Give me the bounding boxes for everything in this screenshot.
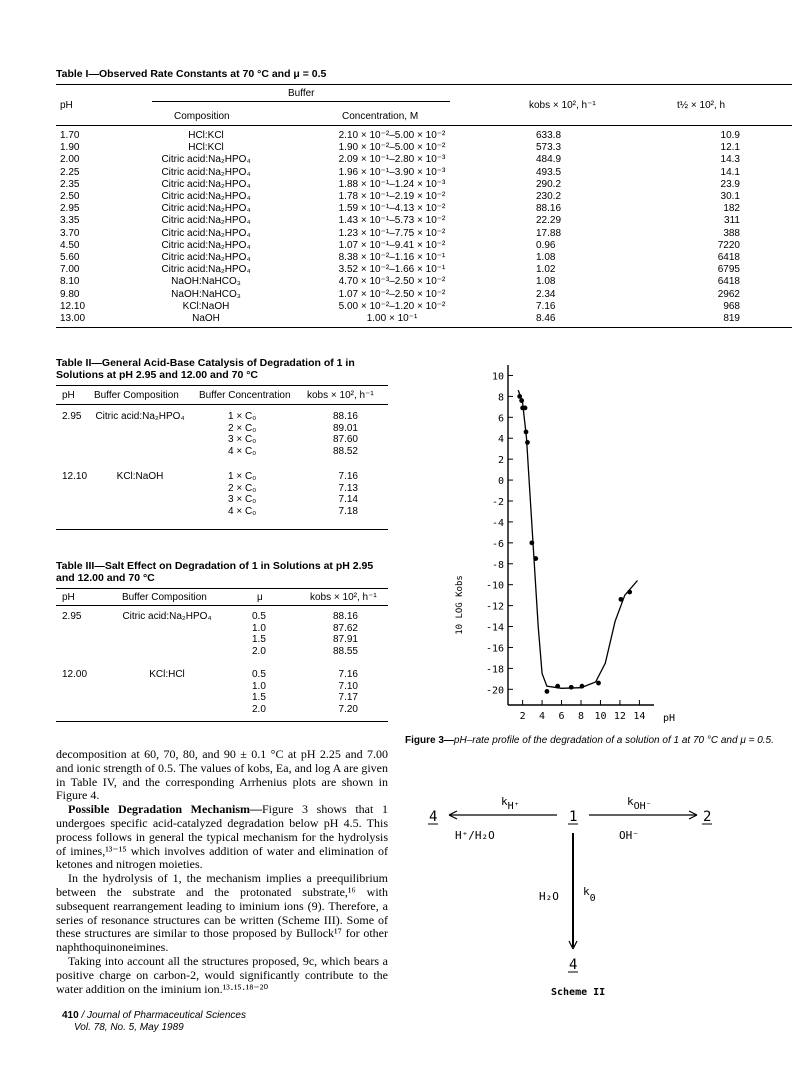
table3-cell-composition: KCl:HCl xyxy=(149,669,185,680)
table1-header-rule xyxy=(56,125,792,126)
table1-cell-thalf: 6795 xyxy=(717,264,740,276)
table1-cell-composition: Citric acid:Na₂HPO₄ xyxy=(161,191,251,202)
table1-cell-concentration: 1.00 × 10⁻¹ xyxy=(366,313,418,324)
table1-header-buffer: Buffer xyxy=(288,88,315,99)
table2-bottom-rule xyxy=(56,529,388,530)
table1-cell-thalf: 182 xyxy=(723,203,740,215)
table1-bottom-rule xyxy=(56,327,792,328)
y-axis-label: 10 LOG Kobs xyxy=(455,575,465,635)
data-point xyxy=(525,440,530,445)
table1-cell-kobs: 230.2 xyxy=(536,191,562,202)
table1-cell-kobs: 1.08 xyxy=(536,276,556,288)
table2-cell-ph: 2.95 xyxy=(62,411,82,422)
table3-cell-kobs: 7.16 xyxy=(338,669,358,680)
table1-cell-ph: 4.50 xyxy=(60,239,80,251)
table1-cell-composition: Citric acid:Na₂HPO₄ xyxy=(161,264,251,276)
table3-cell-mu: 0.5 xyxy=(252,669,266,680)
table3-cell-kobs: 7.17 xyxy=(338,692,358,704)
table3-cell-mu: 1.0 xyxy=(252,680,266,692)
table3-caption-2: and 12.00 and 70 °C xyxy=(56,572,155,584)
table1-cell-composition: Citric acid:Na₂HPO₄ xyxy=(161,227,251,239)
scheme-koh-label: kOH⁻ xyxy=(627,795,652,812)
body-column xyxy=(56,748,388,996)
scheme-diagram xyxy=(415,785,735,1025)
y-tick-label: 2 xyxy=(497,455,504,467)
table1-cell-thalf: 14.3 xyxy=(720,154,740,166)
table1-cell-composition: NaOH:NaHCO₃ xyxy=(171,288,241,300)
x-tick-label: 12 xyxy=(613,711,626,722)
table1-cell-composition: HCl:KCl xyxy=(188,142,224,154)
table2-cell-kobs: 7.18 xyxy=(338,505,358,517)
data-point xyxy=(627,590,632,595)
scheme-down-condition: H₂O xyxy=(539,890,559,903)
table1-header-composition: Composition xyxy=(174,111,230,122)
paragraph-1 xyxy=(56,803,388,872)
table1-cell-composition: Citric acid:Na₂HPO₄ xyxy=(161,252,251,263)
x-tick-label: 2 xyxy=(519,711,526,722)
table1-cell-thalf: 7220 xyxy=(717,239,740,251)
table2-cell-kobs: 7.16 xyxy=(338,471,358,482)
scheme-right-product: 2 xyxy=(703,809,712,825)
scheme-left-product: 4 xyxy=(429,809,438,825)
table1-header-ph: pH xyxy=(60,100,73,111)
table1-cell-ph: 8.10 xyxy=(60,276,80,288)
ph-rate-chart xyxy=(440,355,690,735)
table1-cell-thalf: 311 xyxy=(724,215,740,227)
table2-header-ph: pH xyxy=(62,390,75,401)
table1-cell-composition: Citric acid:Na₂HPO₄ xyxy=(161,166,251,178)
paragraph-0: decomposition at 60, 70, 80, and 90 ± 0.1 °C at pH 2.25 and 7.00 and ionic strength of 0.5. The values of kobs, Ea, and log A are given in Table IV, and the corresponding Arrhenius plots are shown in Figure 4. xyxy=(56,747,388,803)
table1-cell-concentration: 1.88 × 10⁻¹–1.24 × 10⁻³ xyxy=(338,178,446,190)
section-heading: Possible Degradation Mechanism— xyxy=(68,802,262,817)
y-tick-label: -12 xyxy=(485,601,504,613)
table1-header-thalf: t½ × 10², h xyxy=(677,100,726,111)
chart-points xyxy=(517,394,632,694)
table1-top-rule xyxy=(56,84,792,85)
data-point xyxy=(580,684,585,689)
scheme-center: 1 xyxy=(569,809,578,825)
table1-cell-kobs: 22.29 xyxy=(536,215,562,227)
y-tick-label: -6 xyxy=(491,538,504,550)
table1-caption: Table I—Observed Rate Constants at 70 °C and μ = 0.5 xyxy=(56,68,327,80)
paragraph-2: In the hydrolysis of 1, the mechanism implies a preequilibrium between the substrate and the protonated substrate,¹⁶ with subsequent rearrangement leading to iminium ions (9). Therefore, a series of resonance structures can be written (Scheme III). Some of these structures are similar to those proposed by Bullock¹⁷ for other naphthoquinoneimines. xyxy=(56,871,388,955)
table1-cell-composition: Citric acid:Na₂HPO₄ xyxy=(161,154,251,166)
table3-header-kobs: kobs × 10², h⁻¹ xyxy=(310,592,377,603)
table1-cell-ph: 2.50 xyxy=(60,191,80,202)
data-point xyxy=(619,597,624,602)
table1-cell-thalf: 968 xyxy=(723,300,740,312)
x-axis-label: pH xyxy=(663,713,676,724)
table2-header-conc: Buffer Concentration xyxy=(199,390,291,401)
table1-cell-kobs: 2.34 xyxy=(536,288,556,300)
footer-line-2: Vol. 78, No. 5, May 1989 xyxy=(74,1022,184,1033)
table2-cell-concentration: 1 × C₀ xyxy=(228,411,257,422)
table1-cell-composition: NaOH xyxy=(192,313,220,324)
data-point xyxy=(523,405,528,410)
table2-header-comp: Buffer Composition xyxy=(94,390,179,401)
table3-bottom-rule xyxy=(56,721,388,722)
chart-ticks xyxy=(486,371,645,722)
table3-cell-mu: 1.0 xyxy=(252,622,266,634)
table1-cell-ph: 2.25 xyxy=(60,166,80,178)
table1-cell-concentration: 1.59 × 10⁻¹–4.13 × 10⁻² xyxy=(338,203,446,215)
table1-cell-kobs: 633.8 xyxy=(536,130,562,141)
table3-cell-mu: 2.0 xyxy=(252,703,266,715)
table3-header-mu: μ xyxy=(257,592,263,603)
data-point xyxy=(519,398,524,403)
table1-cell-kobs: 573.3 xyxy=(536,142,562,154)
table1-cell-composition: Citric acid:Na₂HPO₄ xyxy=(161,239,251,251)
x-tick-label: 14 xyxy=(633,711,646,722)
table1-cell-ph: 9.80 xyxy=(60,288,80,300)
table2-cell-kobs: 87.60 xyxy=(332,434,358,446)
table1-cell-ph: 7.00 xyxy=(60,264,80,276)
table1-cell-kobs: 88.16 xyxy=(536,203,562,215)
table2-cell-kobs: 88.52 xyxy=(332,445,358,457)
table2-cell-concentration: 4 × C₀ xyxy=(228,445,257,457)
table2-cell-ph: 12.10 xyxy=(62,471,88,482)
scheme-k0-label: k0 xyxy=(583,885,596,904)
table2-cell-kobs: 7.14 xyxy=(338,494,358,506)
table1-cell-kobs: 493.5 xyxy=(536,166,562,178)
y-tick-label: 6 xyxy=(497,413,504,425)
paragraph-1-text: Figure 3 shows that 1 undergoes specific acid-catalyzed degradation below pH 4.5. This process follows in general the typical mechanism for the hydrolysis of imines,¹³⁻¹⁵ which involves addition of water and elimination of ketones and nitrogen moieties. xyxy=(56,802,388,872)
table1-cell-kobs: 290.2 xyxy=(536,178,562,190)
y-tick-label: -16 xyxy=(485,643,504,655)
scheme-kh-label: kH⁺ xyxy=(501,795,520,812)
table1-cell-thalf: 6418 xyxy=(717,276,740,288)
table1-cell-concentration: 1.96 × 10⁻¹–3.90 × 10⁻³ xyxy=(338,166,446,178)
table1-cell-concentration: 1.23 × 10⁻¹–7.75 × 10⁻² xyxy=(338,227,446,239)
table1-cell-ph: 2.95 xyxy=(60,203,80,215)
table2-cell-concentration: 3 × C₀ xyxy=(228,494,257,506)
scheme-label: Scheme II xyxy=(551,987,606,998)
table3-cell-mu: 0.5 xyxy=(252,611,266,622)
table1-cell-concentration: 8.38 × 10⁻²–1.16 × 10⁻¹ xyxy=(338,252,446,263)
table1-cell-thalf: 12.1 xyxy=(720,142,740,154)
table1-cell-thalf: 388 xyxy=(723,227,740,239)
data-point xyxy=(545,689,550,694)
table3-header-comp: Buffer Composition xyxy=(122,592,207,603)
table3-header-rule xyxy=(56,605,388,606)
table1-cell-composition: HCl:KCl xyxy=(188,130,224,141)
table1-cell-thalf: 10.9 xyxy=(720,130,740,141)
table2-cell-kobs: 88.16 xyxy=(332,411,358,422)
table1-cell-concentration: 4.70 × 10⁻³–2.50 × 10⁻² xyxy=(338,276,446,288)
table1-cell-concentration: 5.00 × 10⁻²–1.20 × 10⁻² xyxy=(338,300,446,312)
x-tick-label: 4 xyxy=(539,711,546,722)
table3-cell-mu: 1.5 xyxy=(252,634,266,646)
table3-cell-kobs: 7.10 xyxy=(338,680,358,692)
table3-caption-1: Table III—Salt Effect on Degradation of 1 in Solutions at pH 2.95 xyxy=(56,560,374,572)
table2-caption-1: Table II—General Acid-Base Catalysis of Degradation of 1 in xyxy=(56,357,355,369)
table1-cell-composition: NaOH:NaHCO₃ xyxy=(171,276,241,288)
table1-cell-ph: 5.60 xyxy=(60,252,80,263)
table1-cell-kobs: 484.9 xyxy=(536,154,562,166)
table2-cell-kobs: 89.01 xyxy=(332,422,358,434)
table1-cell-kobs: 17.88 xyxy=(536,227,562,239)
table1-cell-ph: 1.70 xyxy=(60,130,80,141)
table1-cell-concentration: 1.90 × 10⁻²–5.00 × 10⁻² xyxy=(338,142,446,154)
y-tick-label: -8 xyxy=(491,559,504,571)
table1-cell-concentration: 1.07 × 10⁻¹–9.41 × 10⁻² xyxy=(338,239,446,251)
table2-cell-concentration: 2 × C₀ xyxy=(228,482,257,494)
table2-header-kobs: kobs × 10², h⁻¹ xyxy=(307,390,374,401)
table3-cell-kobs: 7.20 xyxy=(338,703,358,715)
data-point xyxy=(569,685,574,690)
table1-cell-thalf: 819 xyxy=(723,313,740,324)
table1-cell-ph: 2.35 xyxy=(60,178,80,190)
data-point xyxy=(596,681,601,686)
y-tick-label: -10 xyxy=(485,580,504,592)
figure-caption xyxy=(405,735,780,747)
fit-curve xyxy=(518,390,637,688)
x-tick-label: 6 xyxy=(558,711,565,722)
table1-cell-ph: 12.10 xyxy=(60,300,86,312)
y-tick-label: -20 xyxy=(485,685,504,697)
table2-cell-concentration: 1 × C₀ xyxy=(228,471,257,482)
table3-cell-kobs: 88.16 xyxy=(332,611,358,622)
table3-cell-composition: Citric acid:Na₂HPO₄ xyxy=(122,611,212,622)
y-tick-label: 10 xyxy=(491,371,504,383)
table1-cell-thalf: 30.1 xyxy=(720,191,740,202)
chart-axes xyxy=(508,365,654,705)
table2-cell-concentration: 2 × C₀ xyxy=(228,422,257,434)
table1-cell-ph: 1.90 xyxy=(60,142,80,154)
table1-cell-ph: 3.35 xyxy=(60,215,80,227)
table3-cell-kobs: 88.55 xyxy=(332,645,358,657)
x-tick-label: 8 xyxy=(577,711,585,722)
table1-cell-concentration: 1.43 × 10⁻¹–5.73 × 10⁻² xyxy=(338,215,446,227)
y-tick-label: -4 xyxy=(491,517,504,529)
table2-cell-kobs: 7.13 xyxy=(338,482,358,494)
journal-footer xyxy=(62,1010,246,1034)
table1-cell-composition: Citric acid:Na₂HPO₄ xyxy=(161,203,251,215)
table1-cell-concentration: 1.07 × 10⁻²–2.50 × 10⁻² xyxy=(338,288,446,300)
y-tick-label: 8 xyxy=(497,392,504,404)
figure-caption-text: pH–rate profile of the degradation of a solution of 1 at 70 °C and μ = 0.5. xyxy=(453,735,774,746)
footer-line-1: 410 / Journal of Pharmaceutical Sciences xyxy=(62,1010,246,1021)
data-point xyxy=(529,540,534,545)
table2-cell-concentration: 3 × C₀ xyxy=(228,434,257,446)
table3-cell-mu: 1.5 xyxy=(252,692,266,704)
y-tick-label: 4 xyxy=(497,434,504,446)
table1-cell-thalf: 6418 xyxy=(717,252,740,263)
table3-cell-ph: 2.95 xyxy=(62,611,82,622)
y-tick-label: -2 xyxy=(491,497,504,508)
data-point xyxy=(555,684,560,689)
table1-cell-ph: 13.00 xyxy=(60,313,86,324)
y-tick-label: -18 xyxy=(485,664,504,676)
data-point xyxy=(517,394,522,399)
table1-cell-concentration: 3.52 × 10⁻²–1.66 × 10⁻¹ xyxy=(338,264,446,276)
table1-cell-kobs: 7.16 xyxy=(536,300,556,312)
table1-cell-thalf: 23.9 xyxy=(720,178,740,190)
table1-cell-ph: 2.00 xyxy=(60,154,80,166)
chart-fit-line xyxy=(518,390,637,688)
table1-header-kobs: kobs × 10², h⁻¹ xyxy=(529,100,596,111)
table2-top-rule xyxy=(56,385,388,386)
scheme-bottom-product: 4 xyxy=(569,957,578,973)
table1-cell-thalf: 2962 xyxy=(717,288,740,300)
table1-cell-concentration: 2.10 × 10⁻²–5.00 × 10⁻² xyxy=(338,130,446,141)
table3-cell-kobs: 87.91 xyxy=(332,634,358,646)
table1-cell-concentration: 1.78 × 10⁻¹–2.19 × 10⁻² xyxy=(338,191,446,202)
table2-cell-composition: KCl:NaOH xyxy=(116,471,164,482)
figure-caption-label: Figure 3— xyxy=(405,735,454,746)
table3-cell-ph: 12.00 xyxy=(62,669,88,680)
scheme-left-condition: H⁺/H₂O xyxy=(455,829,495,842)
table3-header-ph: pH xyxy=(62,592,75,603)
data-point xyxy=(533,556,538,561)
table1-cell-thalf: 14.1 xyxy=(720,166,740,178)
paragraph-3: Taking into account all the structures proposed, 9c, which bears a positive charge on carbon-2, would significantly contribute to the water addition on the iminium ion.¹³·¹⁵·¹⁸⁻²⁰ xyxy=(56,953,388,996)
table3-cell-kobs: 87.62 xyxy=(332,622,358,634)
data-point xyxy=(524,430,529,435)
table1-cell-composition: Citric acid:Na₂HPO₄ xyxy=(161,215,251,227)
table1-cell-concentration: 2.09 × 10⁻¹–2.80 × 10⁻³ xyxy=(338,154,446,166)
table1-cell-kobs: 8.46 xyxy=(536,313,556,324)
y-tick-label: 0 xyxy=(497,476,504,488)
table2-cell-composition: Citric acid:Na₂HPO₄ xyxy=(95,411,185,422)
table3-cell-mu: 2.0 xyxy=(252,645,266,657)
table1-cell-kobs: 0.96 xyxy=(536,239,556,251)
table1-cell-composition: Citric acid:Na₂HPO₄ xyxy=(161,178,251,190)
table3-top-rule xyxy=(56,588,388,589)
table1-header-concentration: Concentration, M xyxy=(342,111,419,122)
table1-cell-ph: 3.70 xyxy=(60,227,80,239)
table1-buffer-rule xyxy=(152,101,450,102)
table1-cell-composition: KCl:NaOH xyxy=(182,300,230,312)
table2-header-rule xyxy=(56,404,388,405)
scheme-right-condition: OH⁻ xyxy=(619,829,639,842)
x-tick-label: 10 xyxy=(594,711,607,722)
y-tick-label: -14 xyxy=(485,622,504,634)
table2-caption-2: Solutions at pH 2.95 and 12.00 and 70 °C xyxy=(56,369,259,381)
table1-cell-kobs: 1.08 xyxy=(536,252,556,263)
table1-cell-kobs: 1.02 xyxy=(536,264,556,276)
table2-cell-concentration: 4 × C₀ xyxy=(228,505,257,517)
